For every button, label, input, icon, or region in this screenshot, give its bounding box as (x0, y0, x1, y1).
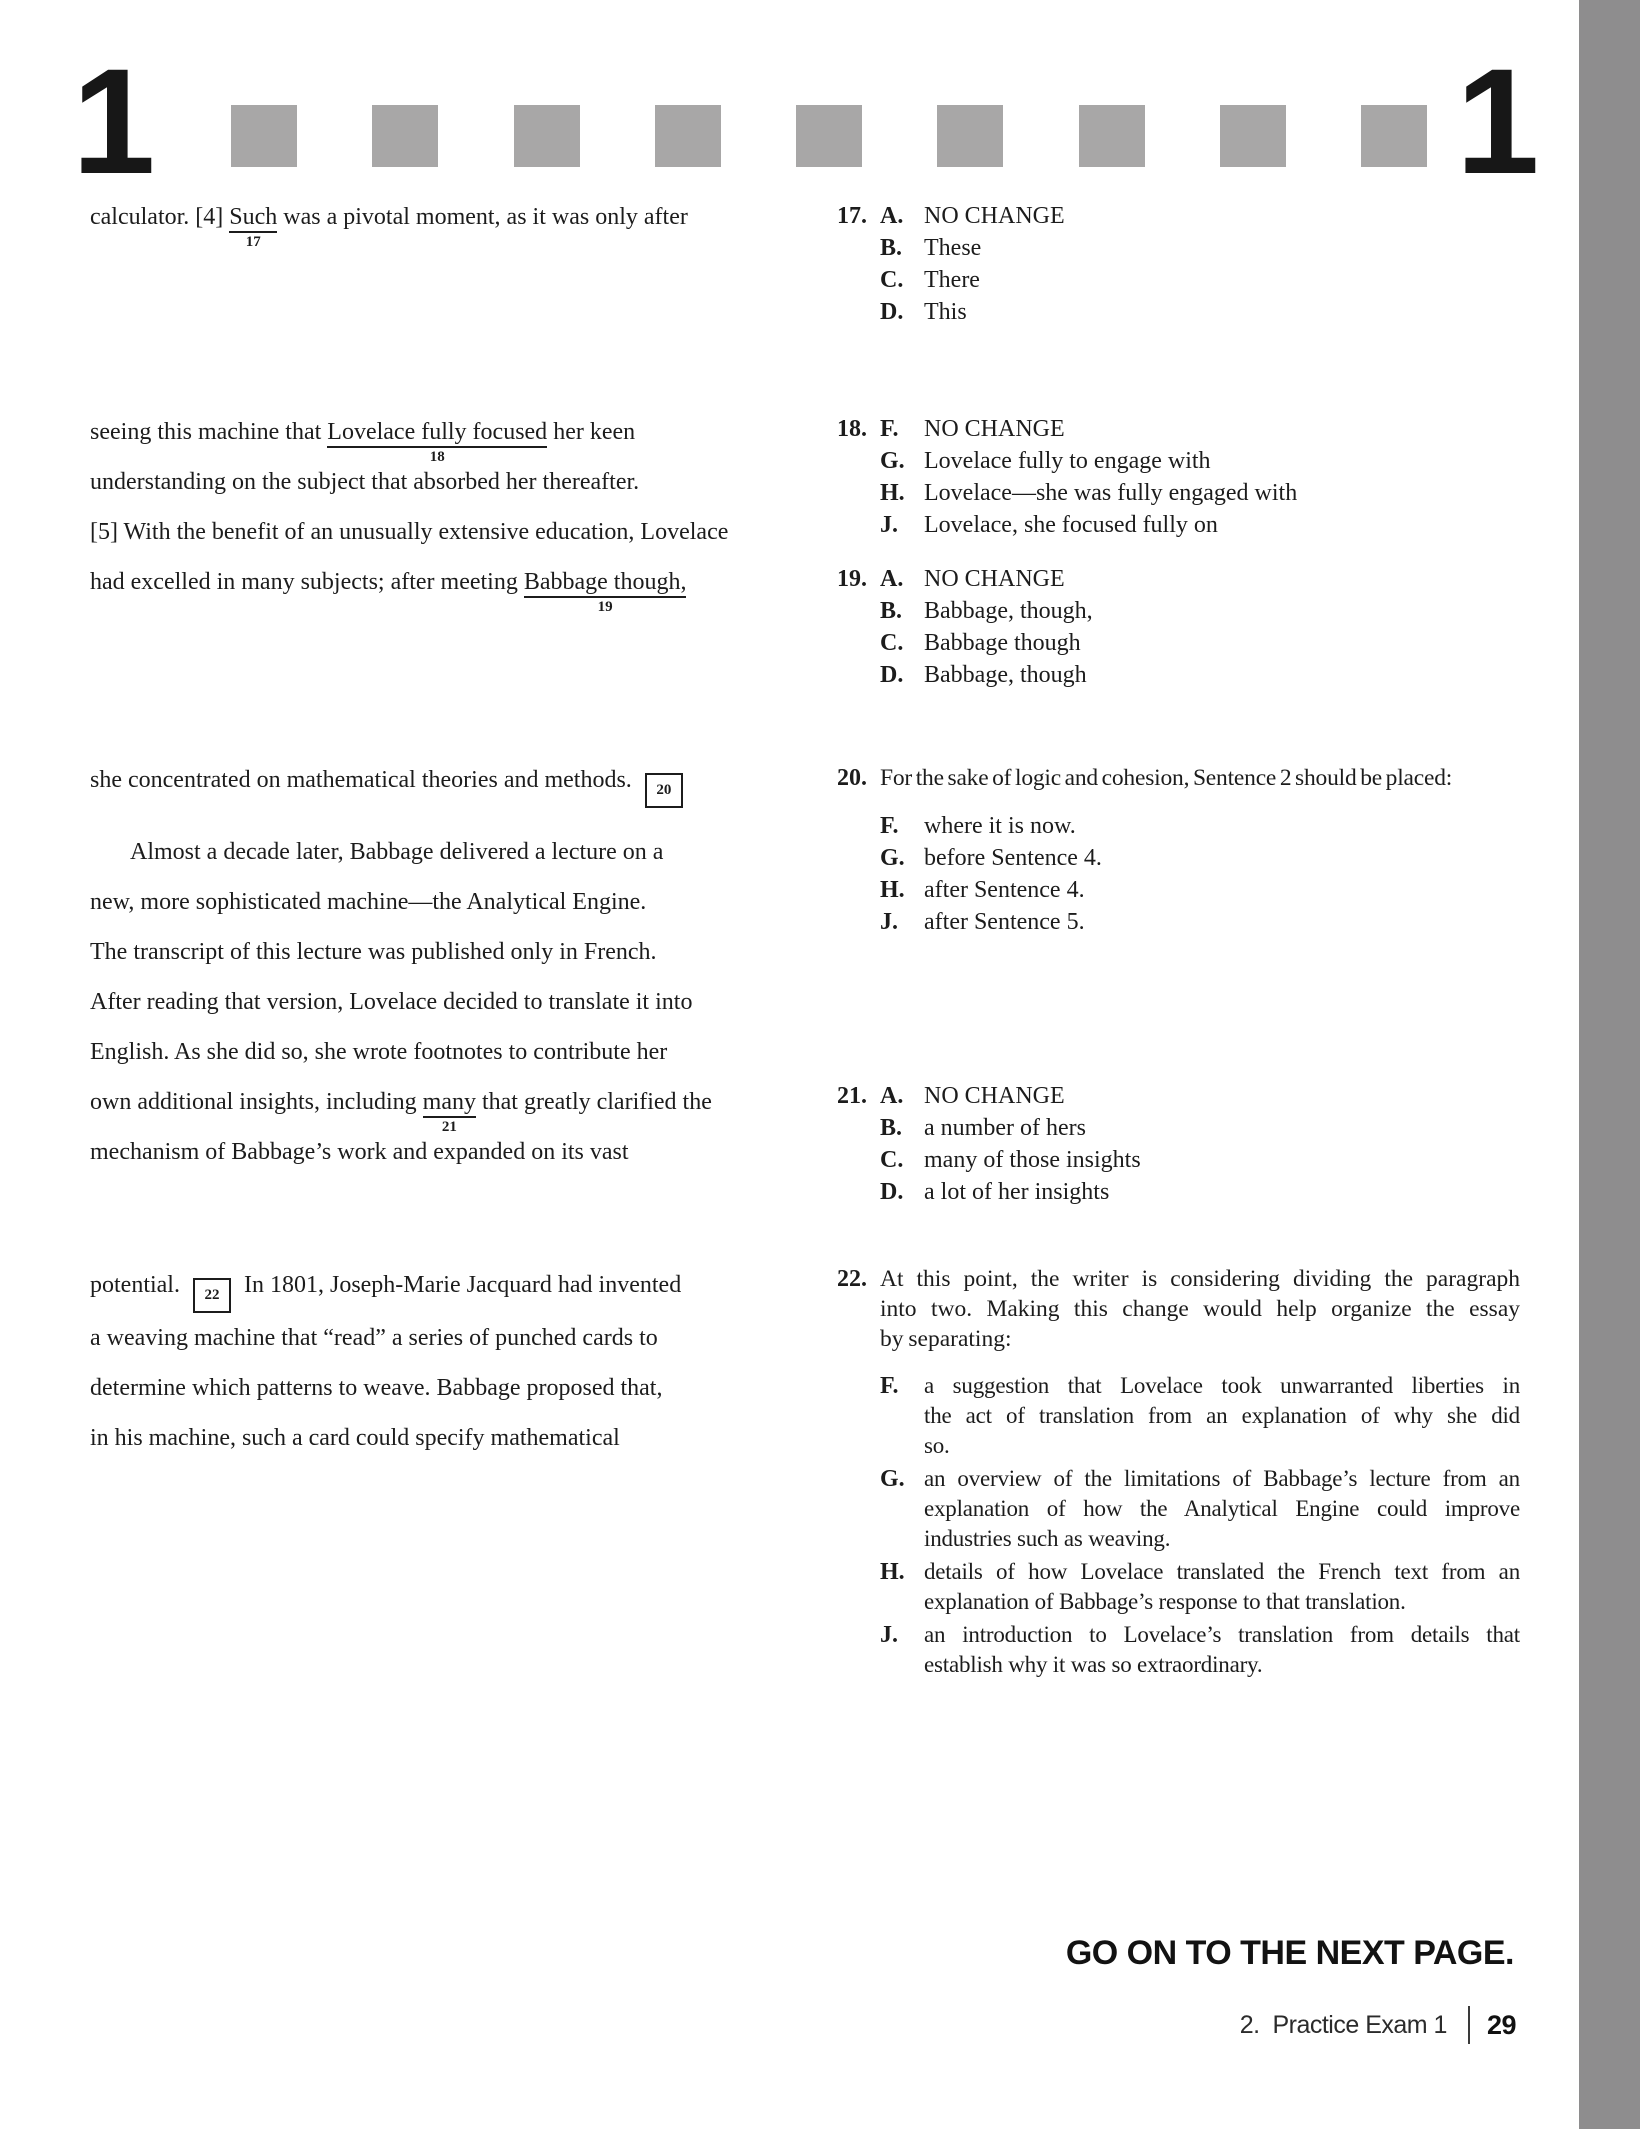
header-squares (231, 105, 1427, 167)
option-line: establish why it was so extraordinary. (924, 1652, 1263, 1677)
question-number: 18. (837, 416, 867, 442)
question-body (880, 413, 1533, 541)
passage-line: [5] With the benefit of an unusually extensive education, Lovelace (90, 519, 729, 545)
option-letter: H. (880, 480, 905, 506)
ref-number-17: 17 (245, 234, 261, 250)
passage-line: in his machine, such a card could specify mathematical (90, 1425, 620, 1451)
passage-text: she concentrated on mathematical theories and methods. (90, 767, 638, 793)
option-22-j (880, 1620, 1533, 1680)
header-square (937, 105, 1003, 167)
option-22-f (880, 1371, 1533, 1461)
underlined-phrase-18 (327, 419, 548, 465)
passage-line (90, 755, 690, 808)
option-text: many of those insights (924, 1147, 1141, 1173)
option-18-g (880, 445, 1533, 477)
option-19-a (880, 563, 1533, 595)
options (880, 810, 1533, 938)
option-20-j (880, 906, 1533, 938)
options (880, 1371, 1533, 1680)
question-18 (837, 413, 1533, 541)
option-21-c (880, 1144, 1533, 1176)
passage-line: English. As she did so, she wrote footnotes to contribute her (90, 1039, 668, 1065)
header-square (1079, 105, 1145, 167)
option-letter: B. (880, 598, 903, 624)
header-square (655, 105, 721, 167)
option-17-d (880, 296, 1533, 328)
option-18-j (880, 509, 1533, 541)
ref-number-21: 21 (441, 1119, 457, 1135)
option-letter: D. (880, 662, 904, 688)
header-square (1220, 105, 1286, 167)
option-19-c (880, 627, 1533, 659)
passage-line: mechanism of Babbage’s work and expanded on its vast (90, 1139, 629, 1165)
question-ref-box-20: 20 (645, 773, 683, 808)
passage-paragraph-2 (90, 407, 729, 615)
option-21-b (880, 1112, 1533, 1144)
option-line: explanation of how the Analytical Engine could improve (924, 1496, 1520, 1521)
option-text: after Sentence 5. (924, 909, 1085, 935)
option-letter: A. (880, 566, 904, 592)
stem-line: into two. Making this change would help organize the essay (880, 1296, 1520, 1322)
page-footer (1240, 2006, 1516, 2044)
passage-paragraph-5 (90, 1260, 681, 1463)
option-text (924, 1620, 1520, 1680)
question-number: 20. (837, 765, 867, 791)
option-letter: J. (880, 909, 898, 935)
question-stem: For the sake of logic and cohesion, Sentence 2 should be placed: (880, 765, 1453, 791)
underlined-text: Such (229, 204, 278, 230)
passage-text: own additional insights, including (90, 1089, 423, 1115)
option-text: NO CHANGE (924, 416, 1065, 442)
page-edge-band (1579, 0, 1640, 2129)
option-letter: C. (880, 630, 904, 656)
option-letter: D. (880, 1179, 904, 1205)
passage-paragraph-3 (90, 755, 690, 808)
option-letter: A. (880, 1083, 904, 1109)
option-letter: C. (880, 267, 904, 293)
question-19 (837, 563, 1533, 691)
question-22 (837, 1264, 1533, 1683)
header-square (372, 105, 438, 167)
option-text: NO CHANGE (924, 203, 1065, 229)
ref-number-19: 19 (597, 599, 613, 615)
option-letter: F. (880, 813, 899, 839)
underlined-text: Babbage though, (523, 569, 687, 595)
option-text: before Sentence 4. (924, 845, 1102, 871)
option-17-b (880, 232, 1533, 264)
ref-number-18: 18 (429, 449, 445, 465)
passage-text: seeing this machine that (90, 419, 328, 445)
go-on-instruction: GO ON TO THE NEXT PAGE. (1065, 1934, 1514, 1972)
option-text: This (924, 299, 967, 325)
option-text: Babbage, though (924, 662, 1087, 688)
header-square (796, 105, 862, 167)
option-letter: B. (880, 1115, 903, 1141)
option-letter: H. (880, 877, 905, 903)
option-text (924, 1464, 1520, 1554)
footer-divider (1468, 2006, 1470, 2044)
option-19-d (880, 659, 1533, 691)
passage-text: potential. (90, 1272, 186, 1298)
underlined-phrase-19 (523, 569, 687, 615)
question-body (880, 563, 1533, 691)
option-line: explanation of Babbage’s response to that translation. (924, 1589, 1406, 1614)
option-line: the act of translation from an explanation of why she did (924, 1403, 1520, 1428)
header-square (1361, 105, 1427, 167)
option-text: These (924, 235, 982, 261)
option-letter: F. (880, 1373, 899, 1399)
option-letter: J. (880, 512, 898, 538)
option-text: a number of hers (924, 1115, 1086, 1141)
stem-line: by separating: (880, 1326, 1012, 1352)
passage-paragraph-4 (90, 827, 712, 1177)
passage-line: After reading that version, Lovelace decided to translate it into (90, 989, 693, 1015)
option-line: so. (924, 1433, 950, 1458)
passage-line (90, 407, 728, 465)
option-18-h (880, 477, 1533, 509)
option-text: Babbage, though, (924, 598, 1093, 624)
passage-text: her keen (547, 419, 636, 445)
passage-line: a weaving machine that “read” a series of punched cards to (90, 1325, 658, 1351)
option-letter: D. (880, 299, 904, 325)
option-20-h (880, 874, 1533, 906)
underlined-phrase-21 (422, 1089, 476, 1135)
underlined-text: many (422, 1089, 476, 1115)
option-text (924, 1557, 1520, 1617)
option-line: details of how Lovelace translated the French text from an (924, 1559, 1520, 1584)
option-21-d (880, 1176, 1533, 1208)
passage-line: The transcript of this lecture was published only in French. (90, 939, 657, 965)
question-body (880, 200, 1533, 328)
passage-line: new, more sophisticated machine—the Analytical Engine. (90, 889, 647, 915)
option-21-a (880, 1080, 1533, 1112)
option-text: Lovelace fully to engage with (924, 448, 1211, 474)
option-letter: J. (880, 1622, 898, 1648)
header-square (231, 105, 297, 167)
passage-text: that greatly clarified the (475, 1089, 712, 1115)
question-body (880, 1264, 1533, 1683)
question-20 (837, 763, 1533, 938)
passage-line: Almost a decade later, Babbage delivered a lecture on a (130, 839, 664, 865)
option-18-f (880, 413, 1533, 445)
passage-line (90, 1260, 681, 1313)
option-line: an overview of the limitations of Babbage’s lecture from an (924, 1466, 1520, 1491)
question-17 (837, 200, 1533, 328)
question-number: 17. (837, 203, 867, 229)
option-letter: G. (880, 1466, 905, 1492)
footer-section-label: 2. Practice Exam 1 (1239, 2010, 1447, 2039)
option-letter: A. (880, 203, 904, 229)
question-number: 21. (837, 1083, 867, 1109)
option-letter: C. (880, 1147, 904, 1173)
question-number: 22. (837, 1266, 867, 1292)
option-text: a lot of her insights (924, 1179, 1110, 1205)
passage-text: calculator. [4] (90, 204, 230, 230)
option-text: There (924, 267, 980, 293)
passage-text: was a pivotal moment, as it was only after (277, 204, 688, 230)
option-text: where it is now. (924, 813, 1076, 839)
option-20-g (880, 842, 1533, 874)
option-17-c (880, 264, 1533, 296)
passage-line (90, 557, 728, 615)
option-text: Lovelace—she was fully engaged with (924, 480, 1298, 506)
section-number-right: 1 (1456, 37, 1540, 205)
question-ref-box-22: 22 (193, 1278, 231, 1313)
underlined-phrase-17 (229, 204, 278, 250)
option-19-b (880, 595, 1533, 627)
header-square (514, 105, 580, 167)
option-letter: B. (880, 235, 903, 261)
option-17-a (880, 200, 1533, 232)
question-stem (880, 1264, 1520, 1354)
passage-paragraph-1 (90, 192, 688, 250)
passage-line (90, 192, 688, 250)
question-21 (837, 1080, 1533, 1208)
option-letter: G. (880, 845, 905, 871)
option-text: Lovelace, she focused fully on (924, 512, 1218, 538)
underlined-text: Lovelace fully focused (327, 419, 548, 445)
option-line: an introduction to Lovelace’s translation from details that (924, 1622, 1520, 1647)
option-letter: G. (880, 448, 905, 474)
option-line: a suggestion that Lovelace took unwarranted liberties in (924, 1373, 1520, 1398)
option-text: NO CHANGE (924, 566, 1065, 592)
option-22-h (880, 1557, 1533, 1617)
option-text: Babbage though (924, 630, 1081, 656)
option-letter: H. (880, 1559, 905, 1585)
option-text (924, 1371, 1520, 1461)
stem-line: At this point, the writer is considering dividing the paragraph (880, 1266, 1520, 1292)
option-20-f (880, 810, 1533, 842)
question-body (880, 1080, 1533, 1208)
passage-line (90, 1077, 712, 1135)
option-text: after Sentence 4. (924, 877, 1085, 903)
question-body (880, 763, 1533, 938)
option-22-g (880, 1464, 1533, 1554)
passage-text: had excelled in many subjects; after meeting (90, 569, 524, 595)
option-text: NO CHANGE (924, 1083, 1065, 1109)
passage-text: In 1801, Joseph-Marie Jacquard had invented (237, 1272, 682, 1298)
passage-line: understanding on the subject that absorbed her thereafter. (90, 469, 640, 495)
passage-line: determine which patterns to weave. Babbage proposed that, (90, 1375, 663, 1401)
option-letter: F. (880, 416, 899, 442)
option-line: industries such as weaving. (924, 1526, 1171, 1551)
question-number: 19. (837, 566, 867, 592)
section-number-left: 1 (72, 37, 156, 205)
page-number: 29 (1486, 2009, 1516, 2040)
